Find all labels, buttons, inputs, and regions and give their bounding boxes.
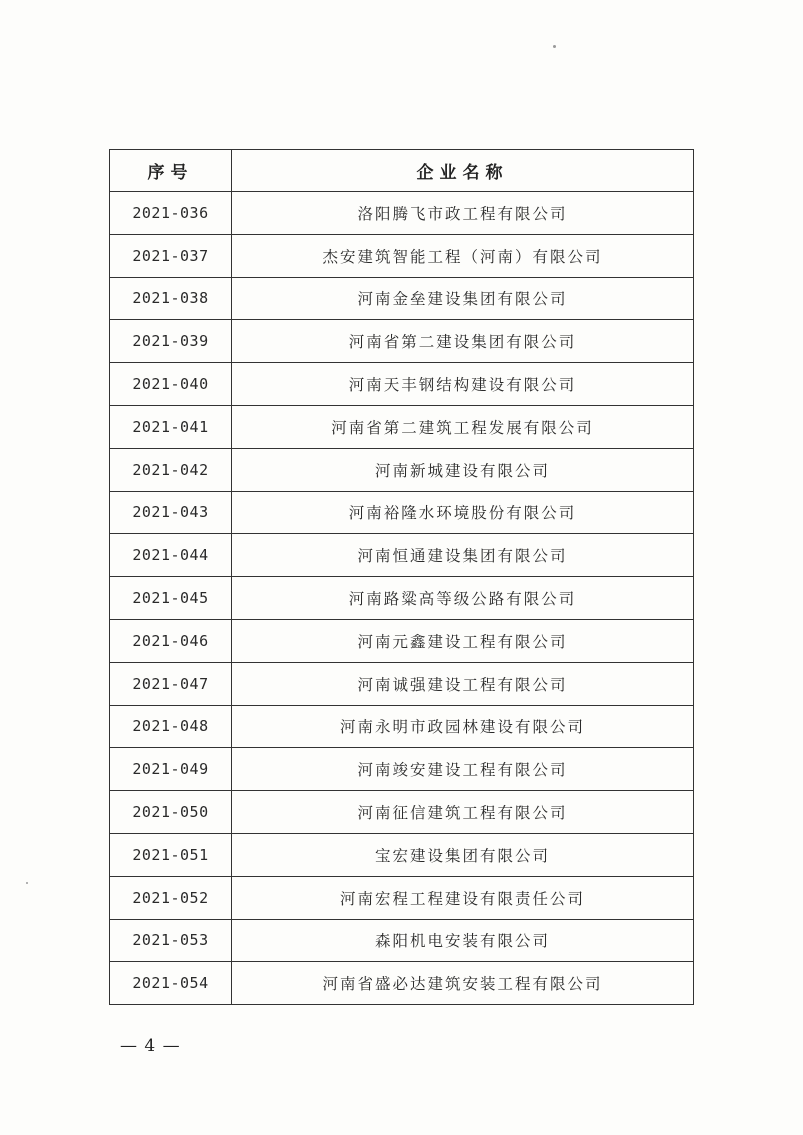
table-row [110,791,694,834]
table-row [110,277,694,320]
company-column-header: 企业名称 [232,150,694,192]
company-roster-table [109,149,694,1005]
company-name-cell: 河南天丰钢结构建设有限公司 [232,363,694,406]
table-body [110,192,694,1005]
table-row [110,448,694,491]
company-name-cell: 河南竣安建设工程有限公司 [232,748,694,791]
table-row [110,662,694,705]
scan-speck [553,45,556,48]
serial-cell: 2021-051 [110,833,232,876]
serial-cell: 2021-043 [110,491,232,534]
table-row [110,705,694,748]
serial-cell: 2021-048 [110,705,232,748]
table-row [110,919,694,962]
serial-cell: 2021-053 [110,919,232,962]
company-name-cell: 河南永明市政园林建设有限公司 [232,705,694,748]
table-row [110,363,694,406]
table-row [110,577,694,620]
serial-cell: 2021-040 [110,363,232,406]
table-row [110,962,694,1005]
serial-cell: 2021-045 [110,577,232,620]
serial-cell: 2021-044 [110,534,232,577]
table-row [110,192,694,235]
serial-cell: 2021-050 [110,791,232,834]
company-name-cell: 森阳机电安装有限公司 [232,919,694,962]
serial-cell: 2021-036 [110,192,232,235]
serial-cell: 2021-049 [110,748,232,791]
company-name-cell: 杰安建筑智能工程（河南）有限公司 [232,234,694,277]
serial-cell: 2021-046 [110,619,232,662]
company-name-cell: 河南省第二建设集团有限公司 [232,320,694,363]
table-row [110,748,694,791]
scan-speck [26,882,28,884]
serial-cell: 2021-054 [110,962,232,1005]
table-row [110,876,694,919]
serial-cell: 2021-042 [110,448,232,491]
table-row [110,234,694,277]
company-name-cell: 河南元鑫建设工程有限公司 [232,619,694,662]
company-name-cell: 洛阳腾飞市政工程有限公司 [232,192,694,235]
page-number: — 4 — [120,1036,181,1056]
company-name-cell: 河南诚强建设工程有限公司 [232,662,694,705]
company-name-cell: 河南金垒建设集团有限公司 [232,277,694,320]
table-row [110,405,694,448]
serial-column-header: 序号 [110,150,232,192]
table-row [110,491,694,534]
serial-cell: 2021-052 [110,876,232,919]
serial-cell: 2021-038 [110,277,232,320]
company-name-cell: 宝宏建设集团有限公司 [232,833,694,876]
company-name-cell: 河南省第二建筑工程发展有限公司 [232,405,694,448]
company-name-cell: 河南路粱高等级公路有限公司 [232,577,694,620]
table-row [110,534,694,577]
company-name-cell: 河南省盛必达建筑安装工程有限公司 [232,962,694,1005]
serial-cell: 2021-039 [110,320,232,363]
company-name-cell: 河南宏程工程建设有限责任公司 [232,876,694,919]
table-row [110,320,694,363]
serial-cell: 2021-047 [110,662,232,705]
company-name-cell: 河南裕隆水环境股份有限公司 [232,491,694,534]
serial-cell: 2021-037 [110,234,232,277]
company-name-cell: 河南恒通建设集团有限公司 [232,534,694,577]
company-name-cell: 河南新城建设有限公司 [232,448,694,491]
table-row [110,619,694,662]
table-row [110,833,694,876]
company-name-cell: 河南征信建筑工程有限公司 [232,791,694,834]
serial-cell: 2021-041 [110,405,232,448]
table-header-row [110,150,694,192]
